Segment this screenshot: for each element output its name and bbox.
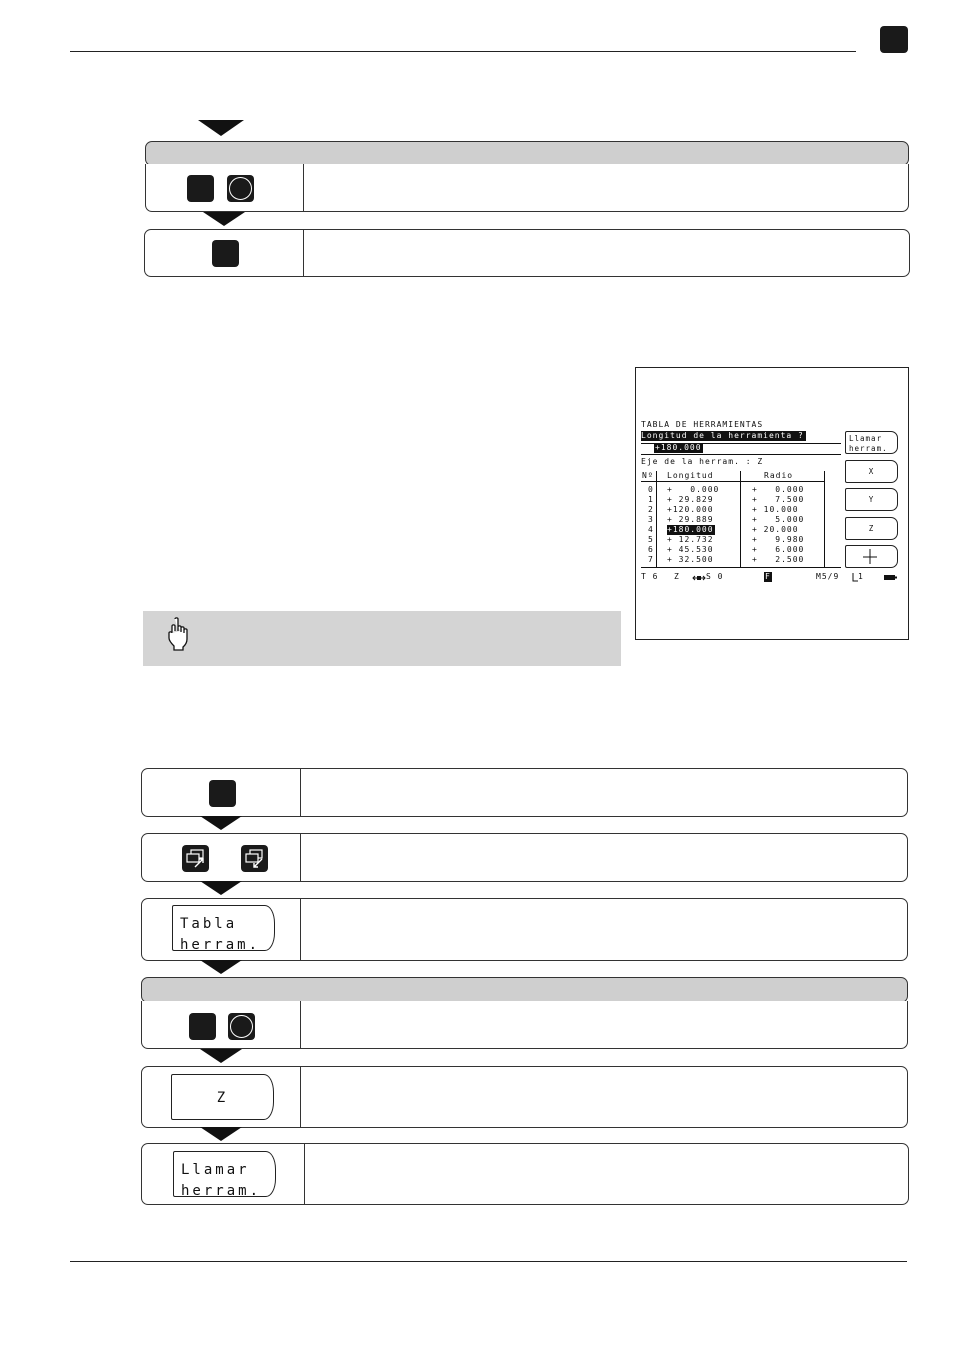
step-row-1 <box>145 164 909 212</box>
page-up-key[interactable] <box>182 845 209 872</box>
flow-arrow-down-icon <box>200 881 242 895</box>
enter-key[interactable] <box>212 240 239 267</box>
datum-icon <box>850 573 858 582</box>
table-row-length: + 29.889 <box>667 515 714 524</box>
table-row-length: + 32.500 <box>667 555 714 564</box>
footer-rule <box>70 1261 907 1262</box>
table-row-radius: + 10.000 <box>752 505 799 514</box>
flow-arrow-down-icon <box>200 1049 242 1063</box>
table-row-radius: + 0.000 <box>752 485 805 494</box>
table-row-length: + 12.732 <box>667 535 714 544</box>
table-row-no: 3 <box>648 515 654 524</box>
table-row-no: 2 <box>648 505 654 514</box>
pointing-hand-icon <box>166 617 190 651</box>
language-tab-marker <box>880 26 908 53</box>
step-row-2 <box>144 229 910 277</box>
status-axis: Z <box>674 572 680 581</box>
status-feed: F <box>765 572 771 581</box>
crosshair-icon <box>863 549 877 564</box>
screen-input-value[interactable]: +180.000 <box>655 443 702 452</box>
spindle-icon <box>692 574 706 582</box>
table-row-no: 4 <box>648 525 654 534</box>
table-row-no: 6 <box>648 545 654 554</box>
header-rule <box>70 51 856 52</box>
flow-arrow-down-icon <box>198 120 244 136</box>
minus-key[interactable] <box>189 1013 216 1040</box>
status-spindle: S 0 <box>706 572 724 581</box>
column-header-length: Longitud <box>667 471 714 480</box>
screen-axis-label: Eje de la herram. : Z <box>641 457 764 466</box>
screen-softkey-x[interactable]: X <box>845 460 898 483</box>
note-box <box>143 611 621 666</box>
table-row-no: 5 <box>648 535 654 544</box>
battery-icon <box>884 575 897 580</box>
section-header-bar <box>145 141 909 166</box>
flow-arrow-down-icon <box>200 960 242 974</box>
status-tool: T 6 <box>641 572 659 581</box>
section-header-bar <box>141 977 908 1003</box>
table-row-radius: + 6.000 <box>752 545 805 554</box>
flow-arrow-down-icon <box>200 816 242 830</box>
tool-key[interactable] <box>209 780 236 807</box>
table-row-no: 7 <box>648 555 654 564</box>
screen-softkey-crosshair[interactable] <box>845 545 898 568</box>
status-m-function: M5/9 <box>816 572 840 581</box>
softkey-tool-table[interactable]: Tabla herram. <box>172 905 275 951</box>
column-header-radius: Radio <box>764 471 794 480</box>
screen-title: TABLA DE HERRAMIENTAS <box>641 420 764 429</box>
table-row-radius: + 5.000 <box>752 515 805 524</box>
softkey-call-tool[interactable]: Llamar herram. <box>173 1151 276 1197</box>
table-row-radius: + 9.980 <box>752 535 805 544</box>
screen-softkey-call-tool[interactable]: Llamar herram. <box>845 431 898 454</box>
table-row-no: 0 <box>648 485 654 494</box>
table-row-length: + 0.000 <box>667 485 720 494</box>
plus-minus-key[interactable] <box>227 175 254 202</box>
flow-arrow-down-icon <box>203 212 245 226</box>
page-up-icon <box>185 848 206 869</box>
screen-softkey-z[interactable]: Z <box>845 517 898 540</box>
table-row-radius: + 20.000 <box>752 525 799 534</box>
table-row-no: 1 <box>648 495 654 504</box>
screen-prompt: Longitud de la herramienta ? <box>641 431 804 440</box>
table-row-length: + 29.829 <box>667 495 714 504</box>
table-row-length: +120.000 <box>667 505 714 514</box>
page-down-icon <box>244 848 265 869</box>
flow-arrow-down-icon <box>200 1127 242 1141</box>
plus-minus-key[interactable] <box>228 1013 255 1040</box>
table-row-radius: + 2.500 <box>752 555 805 564</box>
softkey-z-axis[interactable]: Z <box>171 1074 274 1120</box>
table-row-length-selected[interactable]: +180.000 <box>667 525 714 534</box>
table-row-radius: + 7.500 <box>752 495 805 504</box>
page-down-key[interactable] <box>241 845 268 872</box>
screen-softkey-y[interactable]: Y <box>845 488 898 511</box>
table-row-length: + 45.530 <box>667 545 714 554</box>
step-row-3 <box>141 768 908 817</box>
status-datum-number: 1 <box>858 572 864 581</box>
step-row-6 <box>141 1001 908 1049</box>
minus-key[interactable] <box>187 175 214 202</box>
column-header-no: Nº <box>642 471 654 480</box>
